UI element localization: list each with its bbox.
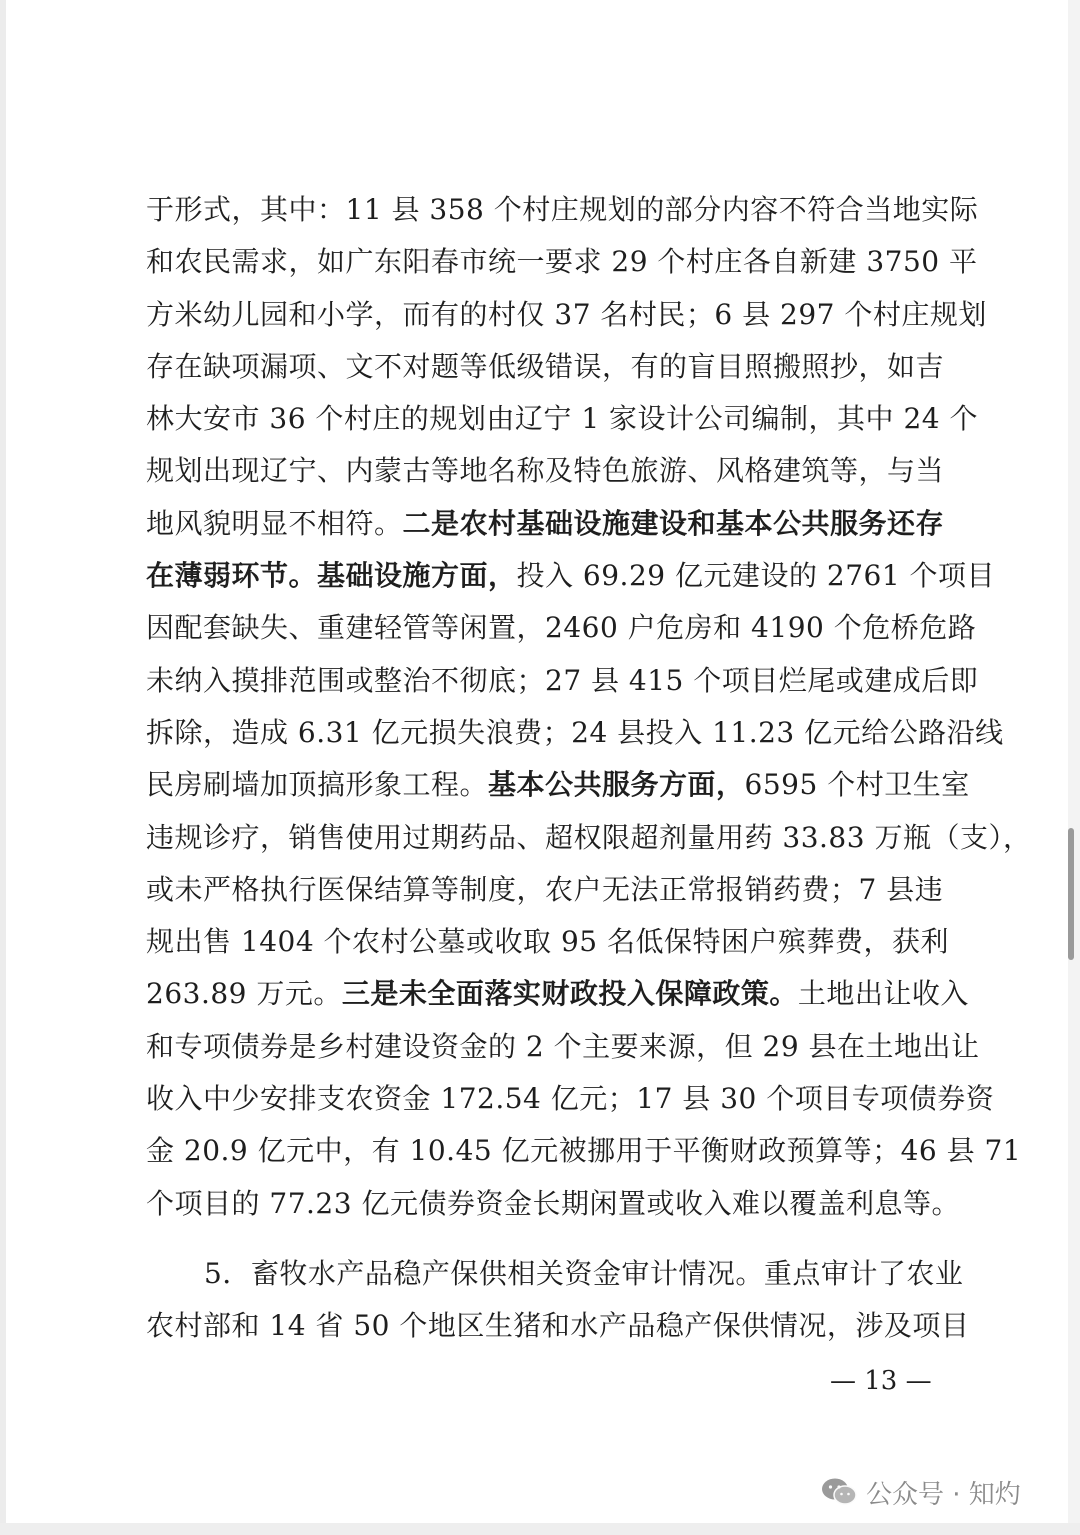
text-line xyxy=(146,864,944,916)
text-line xyxy=(146,236,978,288)
text-run: 和专项债券是乡村建设资金的 2 个主要来源，但 29 县在土地出让 xyxy=(146,1029,980,1063)
text-line xyxy=(146,1248,964,1300)
text-line xyxy=(146,916,949,968)
text-line xyxy=(146,655,979,707)
text-run: 未纳入摸排范围或整治不彻底；27 县 415 个项目烂尾或建成后即 xyxy=(146,663,979,697)
text-line xyxy=(146,498,945,550)
text-line xyxy=(146,1125,1022,1177)
text-run: 方米幼儿园和小学，而有的村仅 37 名村民；6 县 297 个村庄规划 xyxy=(146,297,987,331)
text-line xyxy=(146,1178,960,1230)
text-run: 投入 69.29 亿元建设的 2761 个项目 xyxy=(516,559,996,593)
wechat-icon xyxy=(820,1476,858,1508)
bold-text-run: 在薄弱环节。基础设施方面， xyxy=(146,559,517,593)
text-line xyxy=(146,707,1004,759)
text-line xyxy=(146,968,969,1020)
watermark-text: 公众号 · 知灼 xyxy=(866,1479,1021,1510)
text-line xyxy=(146,550,996,602)
text-line xyxy=(146,341,945,393)
text-line xyxy=(146,445,945,497)
body-text xyxy=(146,184,1032,1353)
text-run: 金 20.9 亿元中，有 10.45 亿元被挪用于平衡财政预算等；46 县 71 xyxy=(146,1134,1022,1168)
text-run: 6595 个村卫生室 xyxy=(744,768,970,802)
text-run: 或未严格执行医保结算等制度，农户无法正常报销药费；7 县违 xyxy=(146,872,944,906)
text-run: 于形式，其中：11 县 358 个村庄规划的部分内容不符合当地实际 xyxy=(146,193,979,226)
text-line xyxy=(146,1300,970,1352)
page-edge xyxy=(0,0,6,1535)
text-line xyxy=(146,184,979,236)
bold-text-run: 三是未全面落实财政投入保障政策。 xyxy=(341,977,798,1011)
text-line xyxy=(146,812,1032,864)
watermark xyxy=(820,1472,1021,1512)
text-run: 规划出现辽宁、内蒙古等地名称及特色旅游、风格建筑等，与当 xyxy=(146,454,945,488)
text-line xyxy=(146,393,978,445)
text-run: 土地出让收入 xyxy=(797,977,969,1011)
text-run: 因配套缺失、重建轻管等闲置，2460 户危房和 4190 个危桥危路 xyxy=(146,611,977,645)
paragraph-gap xyxy=(146,1230,936,1248)
text-run: 规出售 1404 个农村公墓或收取 95 名低保特困户殡葬费，获利 xyxy=(146,925,949,959)
text-run: 农村部和 14 省 50 个地区生猪和水产品稳产保供情况，涉及项目 xyxy=(146,1309,970,1343)
bottom-edge xyxy=(0,1523,1080,1535)
text-line xyxy=(146,602,977,654)
text-run: 收入中少安排支农资金 172.54 亿元；17 县 30 个项目专项债券资 xyxy=(146,1082,995,1116)
text-run: 5．畜牧水产品稳产保供相关资金审计情况。重点审计了农业 xyxy=(204,1256,964,1290)
text-run: 263.89 万元。 xyxy=(146,977,342,1011)
text-run: 拆除，造成 6.31 亿元损失浪费；24 县投入 11.23 亿元给公路沿线 xyxy=(146,715,1004,749)
scrollbar-track[interactable] xyxy=(1068,0,1080,1535)
text-run: 存在缺项漏项、文不对题等低级错误，有的盲目照搬照抄，如吉 xyxy=(146,349,945,383)
bold-text-run: 基本公共服务方面， xyxy=(488,768,745,802)
text-run: 个项目的 77.23 亿元债券资金长期闲置或收入难以覆盖利息等。 xyxy=(146,1186,960,1220)
page-number: — 13 — xyxy=(830,1366,932,1396)
text-run: 地风貌明显不相符。 xyxy=(146,506,403,540)
text-line xyxy=(146,289,987,341)
text-run: 和农民需求，如广东阳春市统一要求 29 个村庄各自新建 3750 平 xyxy=(146,245,978,279)
text-run: 违规诊疗，销售使用过期药品、超权限超剂量用药 33.83 万瓶（支）， xyxy=(146,820,1032,854)
scrollbar-thumb[interactable] xyxy=(1068,828,1074,960)
text-line xyxy=(146,759,970,811)
text-run: 林大安市 36 个村庄的规划由辽宁 1 家设计公司编制，其中 24 个 xyxy=(146,402,978,436)
text-line xyxy=(146,1073,995,1125)
text-line xyxy=(146,1021,980,1073)
bold-text-run: 二是农村基础设施建设和基本公共服务还存 xyxy=(402,506,945,540)
text-run: 民房刷墙加顶搞形象工程。 xyxy=(146,768,489,802)
